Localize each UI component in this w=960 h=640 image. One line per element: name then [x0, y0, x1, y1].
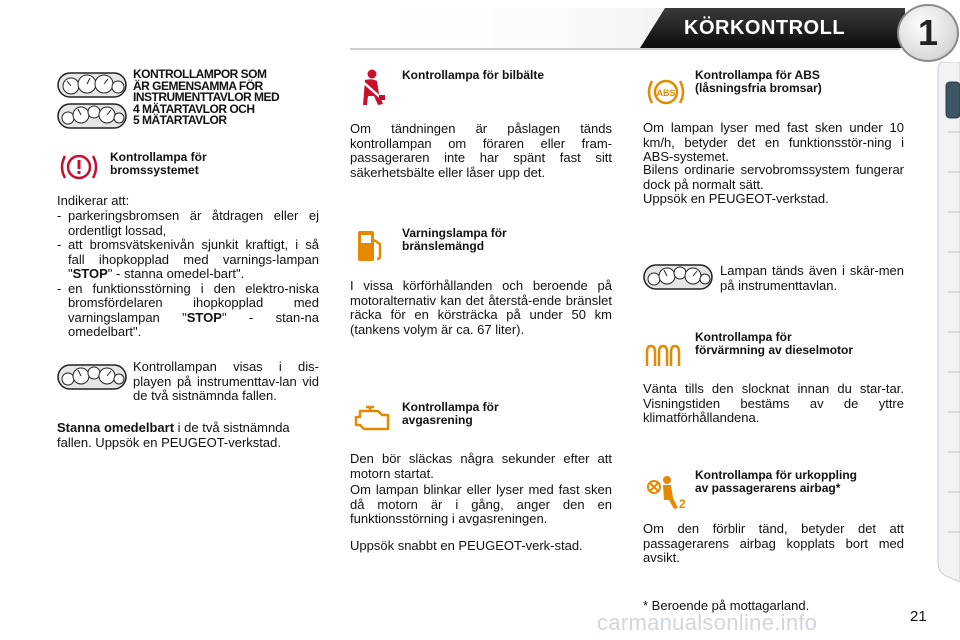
footnote: * Beroende på mottagarland. [643, 598, 810, 613]
abs-warning-icon [643, 74, 689, 110]
fuel-pump-icon [356, 228, 386, 264]
seatbelt-heading: Kontrollampa för bilbälte [402, 68, 545, 82]
abs-text-3: Uppsök en PEUGEOT-verkstad. [643, 191, 829, 206]
fuel-level-heading: Varningslampa för bränslemängd [402, 226, 507, 253]
instrument-panel-icon [57, 364, 127, 390]
abs-icon-label: ABS [656, 88, 676, 98]
instrument-panel-4-dials-icon [57, 72, 127, 98]
svg-text:2: 2 [679, 497, 686, 511]
chapter-number-badge: 1 [897, 4, 959, 62]
brake-intro-text: Indikerar att: [57, 193, 130, 208]
watermark: carmanualsonline.info [597, 610, 818, 635]
engine-emission-icon [352, 403, 394, 437]
preheat-text: Vänta tills den slocknat innan du star-tar. Visningstiden bestäms av de yttre klimatförhållandena. [643, 381, 904, 425]
seatbelt-text: Om tändningen är påslagen tänds kontrollampan om föraren eller fram-passageraren inte har spänt fast sitt säkerhetsbälte eller låser upp det. [350, 121, 612, 180]
brake-system-heading: Kontrollampa för bromssystemet [110, 150, 207, 177]
common-warning-lights-heading: KONTROLLAMPOR SOM ÄR GEMENSAMMA FÖR INSTRUMENTTAVLOR MED 4 MÄTARTAVLOR OCH 5 MÄTARTAVLOR [133, 67, 280, 127]
emission-text-3: Uppsök snabbt en PEUGEOT-verk-stad. [350, 538, 583, 553]
passenger-airbag-off-icon [645, 472, 687, 512]
glow-plug-icon [641, 342, 685, 370]
brake-conditions-list [57, 209, 319, 340]
abs-display-note: Lampan tänds även i skär-men på instrumenttavlan. [720, 263, 904, 293]
list-item: - parkeringsbromsen är åtdragen eller ej ordentligt lossad, [57, 209, 319, 238]
airbag-text: Om den förblir tänd, betyder det att passagerarens airbag kopplats bort med avsikt. [643, 521, 904, 565]
emission-heading: Kontrollampa för avgasrening [402, 400, 499, 427]
fuel-level-text: I vissa körförhållanden och beroende på motoralternativ kan det återstå-ende bränslet räcka för en körsträcka på under 50 km (tankens volym är ca. 67 liter). [350, 278, 612, 337]
page-number: 21 [910, 608, 927, 625]
chapter-title: KÖRKONTROLL [684, 17, 846, 39]
instrument-panel-icon [643, 264, 713, 290]
stop-immediately-note: Stanna omedelbart i de två sistnämnda fallen. Uppsök en PEUGEOT-verkstad. [57, 420, 290, 450]
preheat-heading: Kontrollampa för förvärmning av dieselmotor [695, 330, 854, 357]
abs-text-1: Om lampan lyser med fast sken under 10 km/h, betyder det en funktionsstör-ning i ABS-systemet. [643, 120, 904, 164]
list-item: - en funktionsstörning i den elektro-niska bromsfördelaren ihopkopplad med varningslampan "STOP" - stan-na omedelbart". [57, 282, 319, 340]
seatbelt-icon [355, 68, 391, 108]
brake-display-note: Kontrollampan visas i dis-playen på instrumenttav-lan vid de två sistnämnda fallen. [133, 359, 319, 403]
page-header [0, 0, 960, 60]
abs-heading: Kontrollampa för ABS (låsningsfria bromsar) [695, 68, 822, 95]
emission-text-1: Den bör släckas några sekunder efter att motorn startat. [350, 451, 612, 481]
airbag-heading: Kontrollampa för urkoppling av passagerarens airbag* [695, 468, 857, 495]
chapter-tab-rail [920, 62, 960, 582]
abs-text-2: Bilens ordinarie servobromssystem fungerar dock på normalt sätt. [643, 162, 904, 192]
instrument-panel-5-dials-icon [57, 103, 127, 129]
emission-text-2: Om lampan blinkar eller lyser med fast sken då motorn är i gång, anger den en funktionsstörning i avgasreningen. [350, 482, 612, 526]
list-item: - att bromsvätskenivån sjunkit kraftigt, i så fall ihopkopplad med varnings-lampan "STOP" - stanna omedel-bart". [57, 238, 319, 282]
brake-warning-icon [57, 150, 101, 184]
